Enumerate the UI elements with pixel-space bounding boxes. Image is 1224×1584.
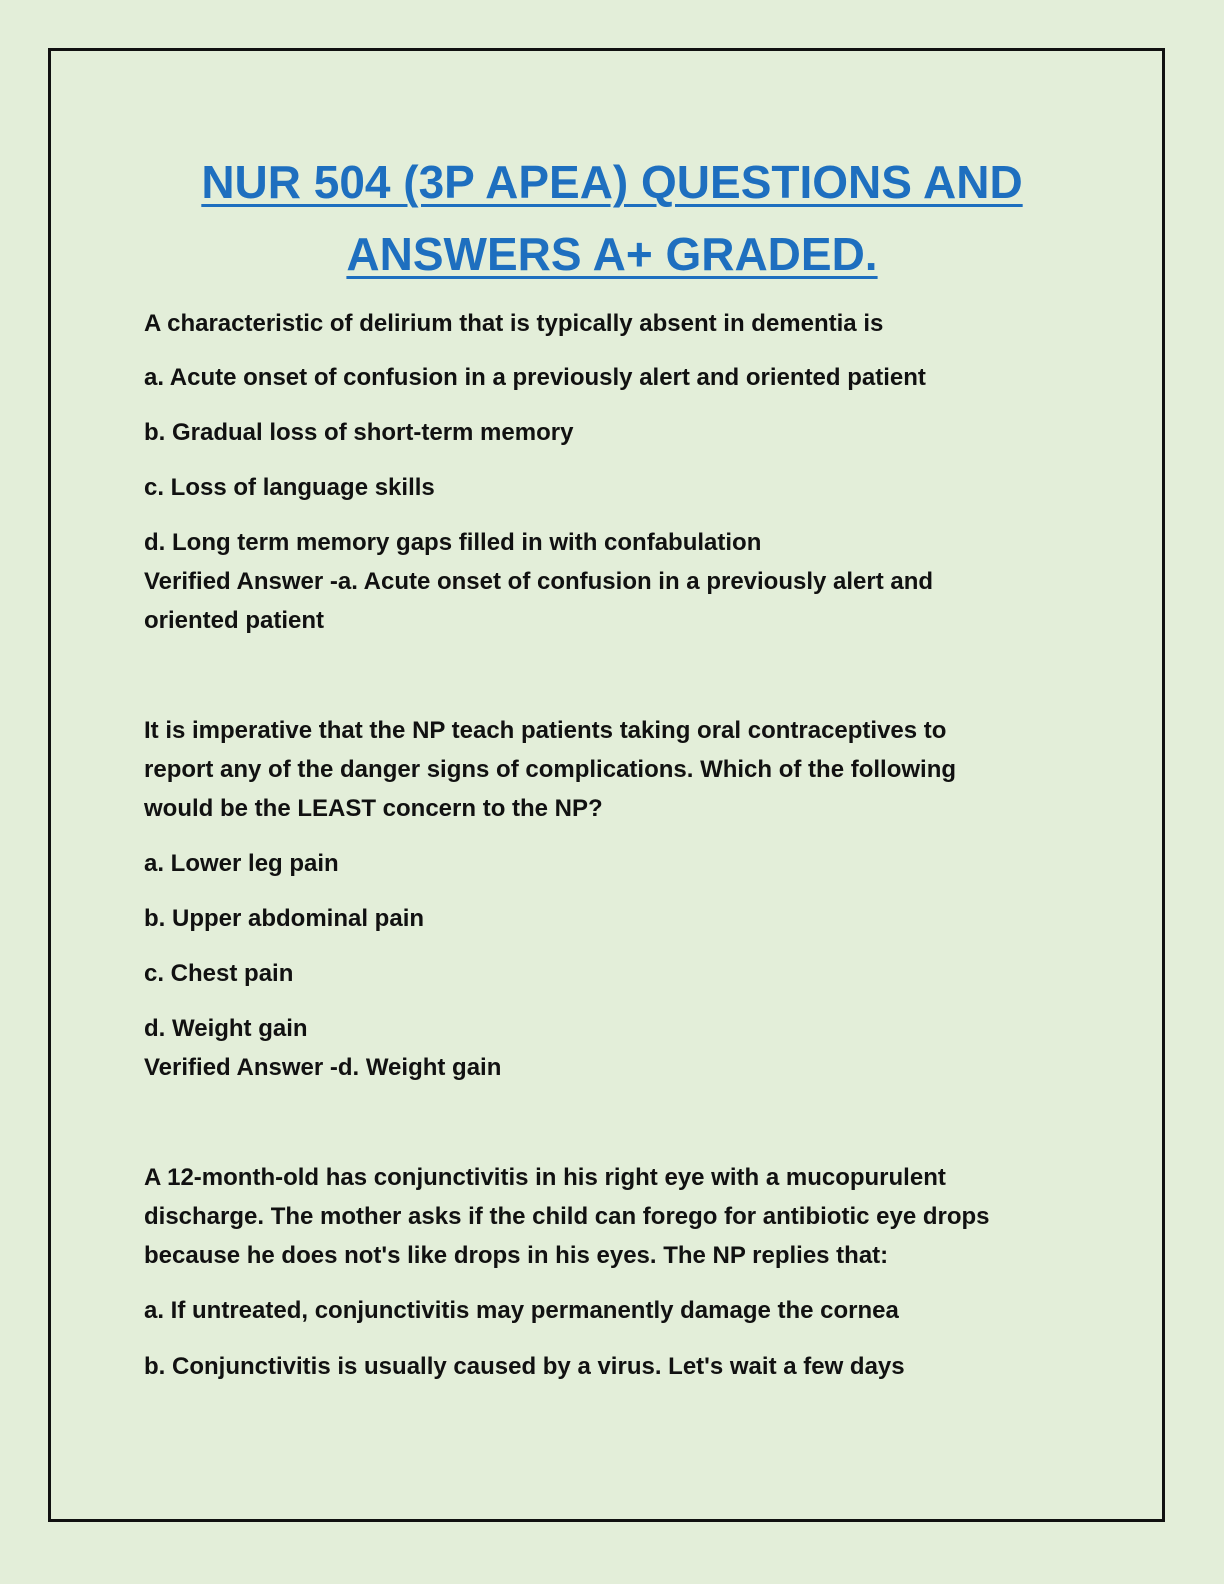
question-2-stem-line-3: would be the LEAST concern to the NP? <box>144 795 603 822</box>
question-3-option-b: b. Conjunctivitis is usually caused by a virus. Let's wait a few days <box>144 1353 905 1380</box>
question-2-option-b: b. Upper abdominal pain <box>144 905 425 932</box>
question-1-option-b: b. Gradual loss of short-term memory <box>144 419 574 446</box>
question-1-answer-cont: oriented patient <box>144 607 325 634</box>
question-2-answer: Verified Answer -d. Weight gain <box>144 1054 502 1081</box>
title-line-1: NUR 504 (3P APEA) QUESTIONS AND <box>201 156 1023 208</box>
question-3-stem-line-2: discharge. The mother asks if the child can forego for antibiotic eye drops <box>144 1203 990 1230</box>
question-1-option-d: d. Long term memory gaps filled in with confabulation <box>144 529 762 556</box>
question-2-option-c: c. Chest pain <box>144 960 294 987</box>
question-1-stem: A characteristic of delirium that is typically absent in dementia is <box>144 310 884 337</box>
question-3-stem-line-3: because he does not's like drops in his eyes. The NP replies that: <box>144 1242 889 1269</box>
question-1-option-c: c. Loss of language skills <box>144 474 435 501</box>
question-3-stem-line-1: A 12-month-old has conjunctivitis in his right eye with a mucopurulent <box>144 1164 946 1191</box>
document-title <box>0 146 1224 290</box>
question-3-option-a: a. If untreated, conjunctivitis may permanently damage the cornea <box>144 1297 899 1324</box>
question-1-option-a: a. Acute onset of confusion in a previously alert and oriented patient <box>144 364 926 391</box>
title-line-2: ANSWERS A+ GRADED. <box>346 228 878 280</box>
question-2-option-a: a. Lower leg pain <box>144 850 339 877</box>
question-2-option-d: d. Weight gain <box>144 1015 308 1042</box>
question-1-answer: Verified Answer -a. Acute onset of confusion in a previously alert and <box>144 568 934 595</box>
question-2-stem-line-1: It is imperative that the NP teach patients taking oral contraceptives to <box>144 717 947 744</box>
question-2-stem-line-2: report any of the danger signs of complications. Which of the following <box>144 756 957 783</box>
